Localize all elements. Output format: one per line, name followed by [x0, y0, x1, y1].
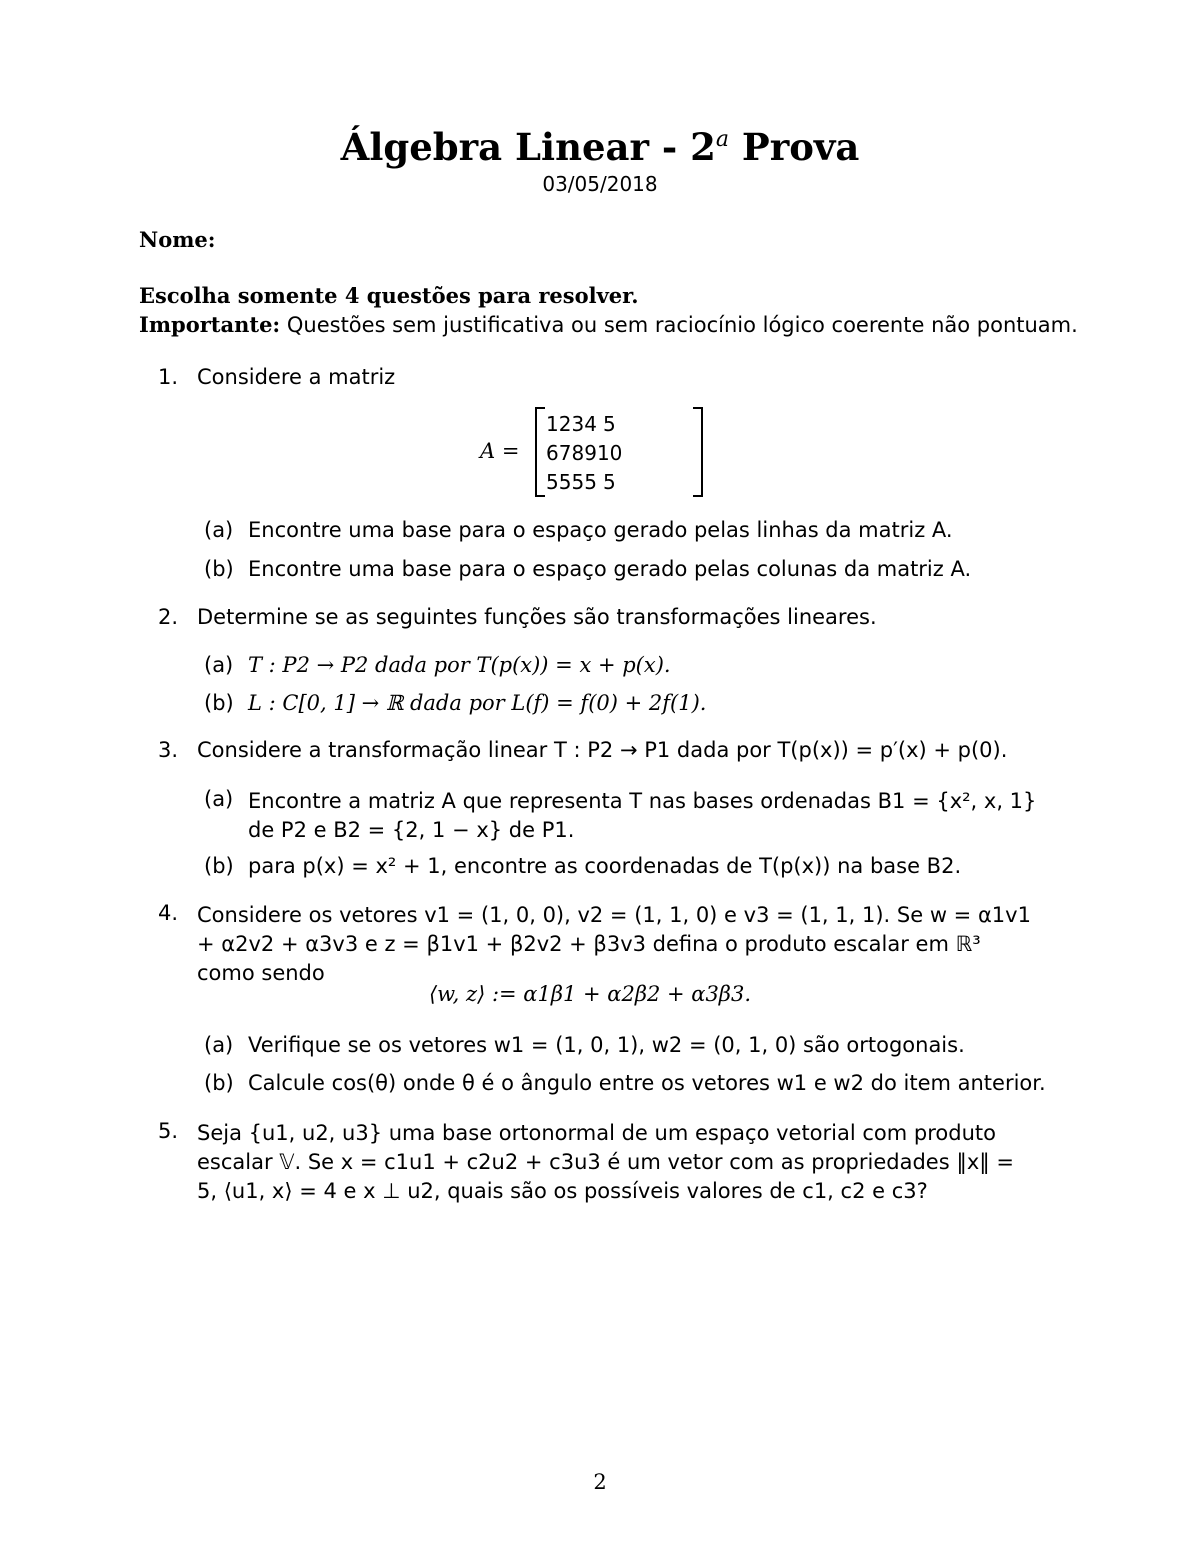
matrix-cell: 6 — [546, 440, 559, 465]
matrix-table — [546, 409, 622, 496]
important-note: Importante: Questões sem justificativa ou sem raciocínio lógico coerente não pontuam. — [139, 312, 1078, 337]
page-title: Álgebra Linear - 2$^a$ Prova — [340, 125, 860, 169]
question-1-number: 1. — [158, 365, 179, 389]
question-5-number: 5. — [158, 1119, 179, 1143]
matrix-row — [546, 438, 622, 467]
question-5-text: Seja {u1, u2, u3} uma base ortonormal de um espaço vetorial com produto escalar 𝕍. Se x = c1u1 + c2u2 + c3u3 é um vetor com as propriedades ‖x‖ = 5, ⟨u1, x⟩ = 4 e x ⊥ u2, quais são os possíveis valores de c1, c2 e c3? — [197, 1121, 1015, 1203]
matrix-cell: 8 — [571, 440, 585, 465]
matrix-cell: 9 — [584, 440, 597, 465]
matrix-cell: 5 — [546, 469, 559, 494]
question-2-number: 2. — [158, 605, 179, 629]
question-1b-text: Encontre uma base para o espaço gerado pelas colunas da matriz A. — [248, 557, 972, 581]
question-4-number: 4. — [158, 901, 179, 925]
matrix-cell: 5 — [602, 469, 616, 494]
matrix-right-bracket — [693, 407, 703, 497]
question-3b-text: para p(x) = x² + 1, encontre as coordenadas de T(p(x)) na base B2. — [248, 854, 962, 878]
matrix-cell: 5 — [602, 411, 616, 436]
question-4-formula: ⟨w, z⟩ := α1β1 + α2β2 + α3β3. — [428, 982, 751, 1006]
question-4a-text: Verifique se os vetores w1 = (1, 0, 1), w2 = (0, 1, 0) são ortogonais. — [248, 1033, 965, 1057]
matrix-cell: 2 — [558, 411, 572, 436]
matrix-cell: 4 — [584, 411, 597, 436]
matrix-lhs: A = — [480, 439, 520, 463]
question-1a-text: Encontre uma base para o espaço gerado pelas linhas da matriz A. — [248, 518, 953, 542]
question-4-text: Considere os vetores v1 = (1, 0, 0), v2 = (1, 1, 0) e v3 = (1, 1, 1). Se w = α1v1 + α2v2 + α3v3 e z = β1v1 + β2v2 + β3v3 defina o produto escalar em ℝ³ como sendo — [197, 903, 1031, 985]
name-label: Nome: — [139, 227, 216, 252]
instruction: Escolha somente 4 questões para resolver. — [139, 283, 639, 308]
question-3a-label: (a) — [204, 787, 234, 811]
question-3b-label: (b) — [204, 854, 234, 878]
question-2-text: Determine se as seguintes funções são transformações lineares. — [197, 605, 877, 629]
question-3-text: Considere a transformação linear T : P2 → P1 dada por T(p(x)) = p′(x) + p(0). — [197, 738, 1008, 762]
matrix-cell: 5 — [571, 469, 585, 494]
question-4b-label: (b) — [204, 1071, 234, 1095]
page-number: 2 — [593, 1470, 607, 1494]
matrix-cell: 5 — [558, 469, 572, 494]
question-4b-text: Calcule cos(θ) onde θ é o ângulo entre os vetores w1 e w2 do item anterior. — [248, 1071, 1046, 1095]
matrix-cell: 7 — [558, 440, 572, 465]
matrix-cell: 3 — [571, 411, 585, 436]
question-4a-label: (a) — [204, 1033, 234, 1057]
matrix-cell: 1 — [546, 411, 559, 436]
question-3-number: 3. — [158, 738, 179, 762]
question-2b-text: L : C[0, 1] → ℝ dada por L(f) = f(0) + 2f(1). — [248, 691, 707, 715]
exam-date: 03/05/2018 — [542, 172, 658, 196]
question-1a-label: (a) — [204, 518, 234, 542]
matrix-cell: 10 — [596, 440, 623, 465]
question-3a-text: Encontre a matriz A que representa T nas bases ordenadas B1 = {x², x, 1} de P2 e B2 = {2, 1 − x} de P1. — [248, 789, 1037, 842]
matrix-row — [546, 409, 622, 438]
question-2b-label: (b) — [204, 691, 234, 715]
matrix-cell: 5 — [584, 469, 597, 494]
matrix-left-bracket — [535, 407, 545, 497]
matrix-row — [546, 467, 622, 496]
question-2a-label: (a) — [204, 653, 234, 677]
question-1-text: Considere a matriz — [197, 365, 396, 389]
question-1b-label: (b) — [204, 557, 234, 581]
question-2a-text: T : P2 → P2 dada por T(p(x)) = x + p(x). — [248, 653, 671, 677]
